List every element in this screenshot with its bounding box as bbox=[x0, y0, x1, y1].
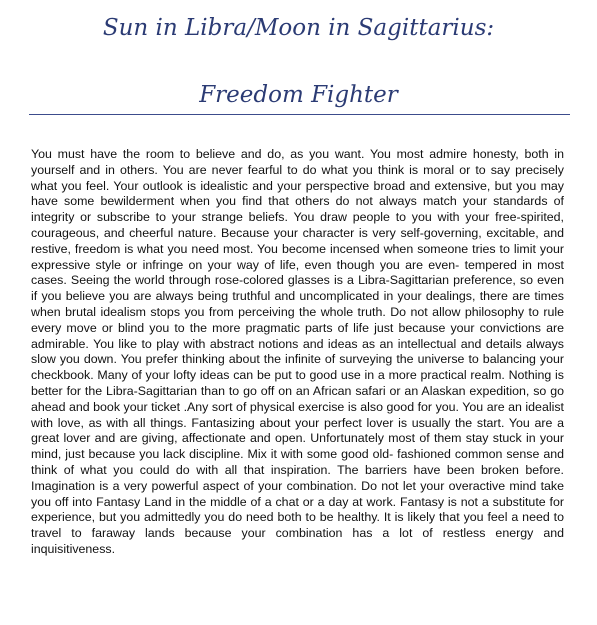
page-title: Sun in Libra/Moon in Sagittarius: bbox=[102, 15, 495, 41]
page-subtitle: Freedom Fighter bbox=[199, 82, 398, 108]
title-divider bbox=[29, 114, 570, 115]
body-paragraph: You must have the room to believe and do, as you want. You most admire honesty, both in yourself and in others. You are never fearful to do what you think is moral or to say precisely what you feel. Your outlook is idealistic and your perspective broad and extensive, but you may have some bewilderment when you find that others do not always match your standards of integrity or subscribe to your strange beliefs. You draw people to you with your free-spirited, courageous, and cheerful nature. Because your character is very self-governing, excitable, and restive, freedom is what you need most. You become incensed when someone tries to limit your expressive style or infringe on your way of life, even though you are even- tempered in most cases. Seeing the world through rose-colored glasses is a Libra-Sagittarian preference, so even if you believe you are always being truthful and uncomplicated in your dealings, there are times when brutal idealism stops you from perceiving the whole truth. Do not allow philosophy to rule every move or blind you to the more pragmatic parts of life just because your convictions are admirable. You like to play with abstract notions and ideas as an intellectual and details always slow you down. You prefer thinking about the infinite of surveying the universe to balancing your checkbook. Many of your lofty ideas can be put to good use in a more practical realm. Nothing is better for the Libra-Sagittarian than to go off on an African safari or an Alaskan expedition, so go ahead and book your ticket .Any sort of physical exercise is also good for you. You are an idealist with love, as with all things. Fantasizing about your perfect lover is usually the start. You are a great lover and are giving, affectionate and open. Unfortunately most of them stay stuck in your mind, just because you lack discipline. Mix it with some good old- fashioned common sense and think of what you could do with all that inspiration. The barriers have been broken before. Imagination is a very powerful aspect of your combination. Do not let your overactive mind take you off into Fantasy Land in the middle of a chat or a day at work. Fantasy is not a substitute for experience, but you admittedly you do need both to be healthy. It is likely that you feel a need to travel to faraway lands because your combination has a lot of restless energy and inquisitiveness. bbox=[31, 147, 564, 556]
